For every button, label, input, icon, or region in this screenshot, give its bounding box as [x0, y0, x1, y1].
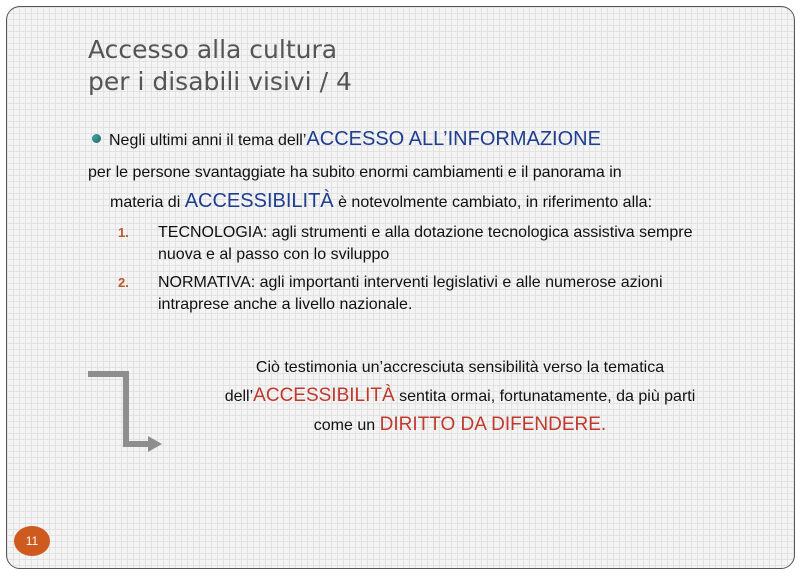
list-term: TECNOLOGIA — [158, 224, 263, 241]
title-line-1: Accesso alla cultura — [88, 35, 338, 64]
list-text: : agli strumenti e alla dotazione tecnologica assistiva sempre nuova e al passo con lo sviluppo — [158, 224, 693, 263]
conclusion — [160, 354, 760, 440]
list-item — [118, 222, 738, 266]
bullet-dot-icon — [92, 134, 101, 143]
conclusion-line-3 — [160, 411, 760, 440]
intro-line-3-pre: materia di — [110, 194, 185, 211]
bent-arrow-icon — [86, 368, 166, 458]
list-number: 2. — [118, 275, 129, 290]
page-number-badge: 11 — [14, 526, 50, 556]
conclusion-line-3-pre: come un — [313, 417, 380, 434]
list-number: 1. — [118, 225, 129, 240]
highlight-accesso: ACCESSO ALL’INFORMAZIONE — [306, 128, 601, 150]
list-text: : agli importanti interventi legislativi e alle numerose azioni intraprese anche a livello nazionale. — [158, 274, 663, 313]
list-item — [118, 272, 738, 316]
highlight-accessibilita: ACCESSIBILITÀ — [184, 190, 334, 212]
intro-bullet — [92, 128, 601, 151]
numbered-list — [118, 222, 738, 316]
title-line-2: per i disabili visivi / 4 — [88, 67, 352, 96]
conclusion-line-2-post: sentita ormai, fortunatamente, da più parti — [394, 388, 696, 405]
conclusion-line-2-pre: dell’ — [224, 388, 254, 405]
intro-line-3 — [110, 190, 652, 213]
intro-line-3-post: è notevolmente cambiato, in riferimento alla: — [333, 194, 653, 211]
intro-line-2: per le persone svantaggiate ha subito enormi cambiamenti e il panorama in — [88, 164, 622, 181]
intro-text: Negli ultimi anni il tema dell’ — [109, 132, 307, 149]
slide-title — [88, 34, 352, 98]
list-term: NORMATIVA — [158, 274, 251, 291]
highlight-diritto: DIRITTO DA DIFENDERE. — [379, 414, 607, 435]
conclusion-line-2 — [160, 382, 760, 411]
highlight-accessibilita-red: ACCESSIBILITÀ — [253, 385, 395, 406]
conclusion-line-1: Ciò testimonia un’accresciuta sensibilità verso la tematica — [255, 359, 665, 376]
